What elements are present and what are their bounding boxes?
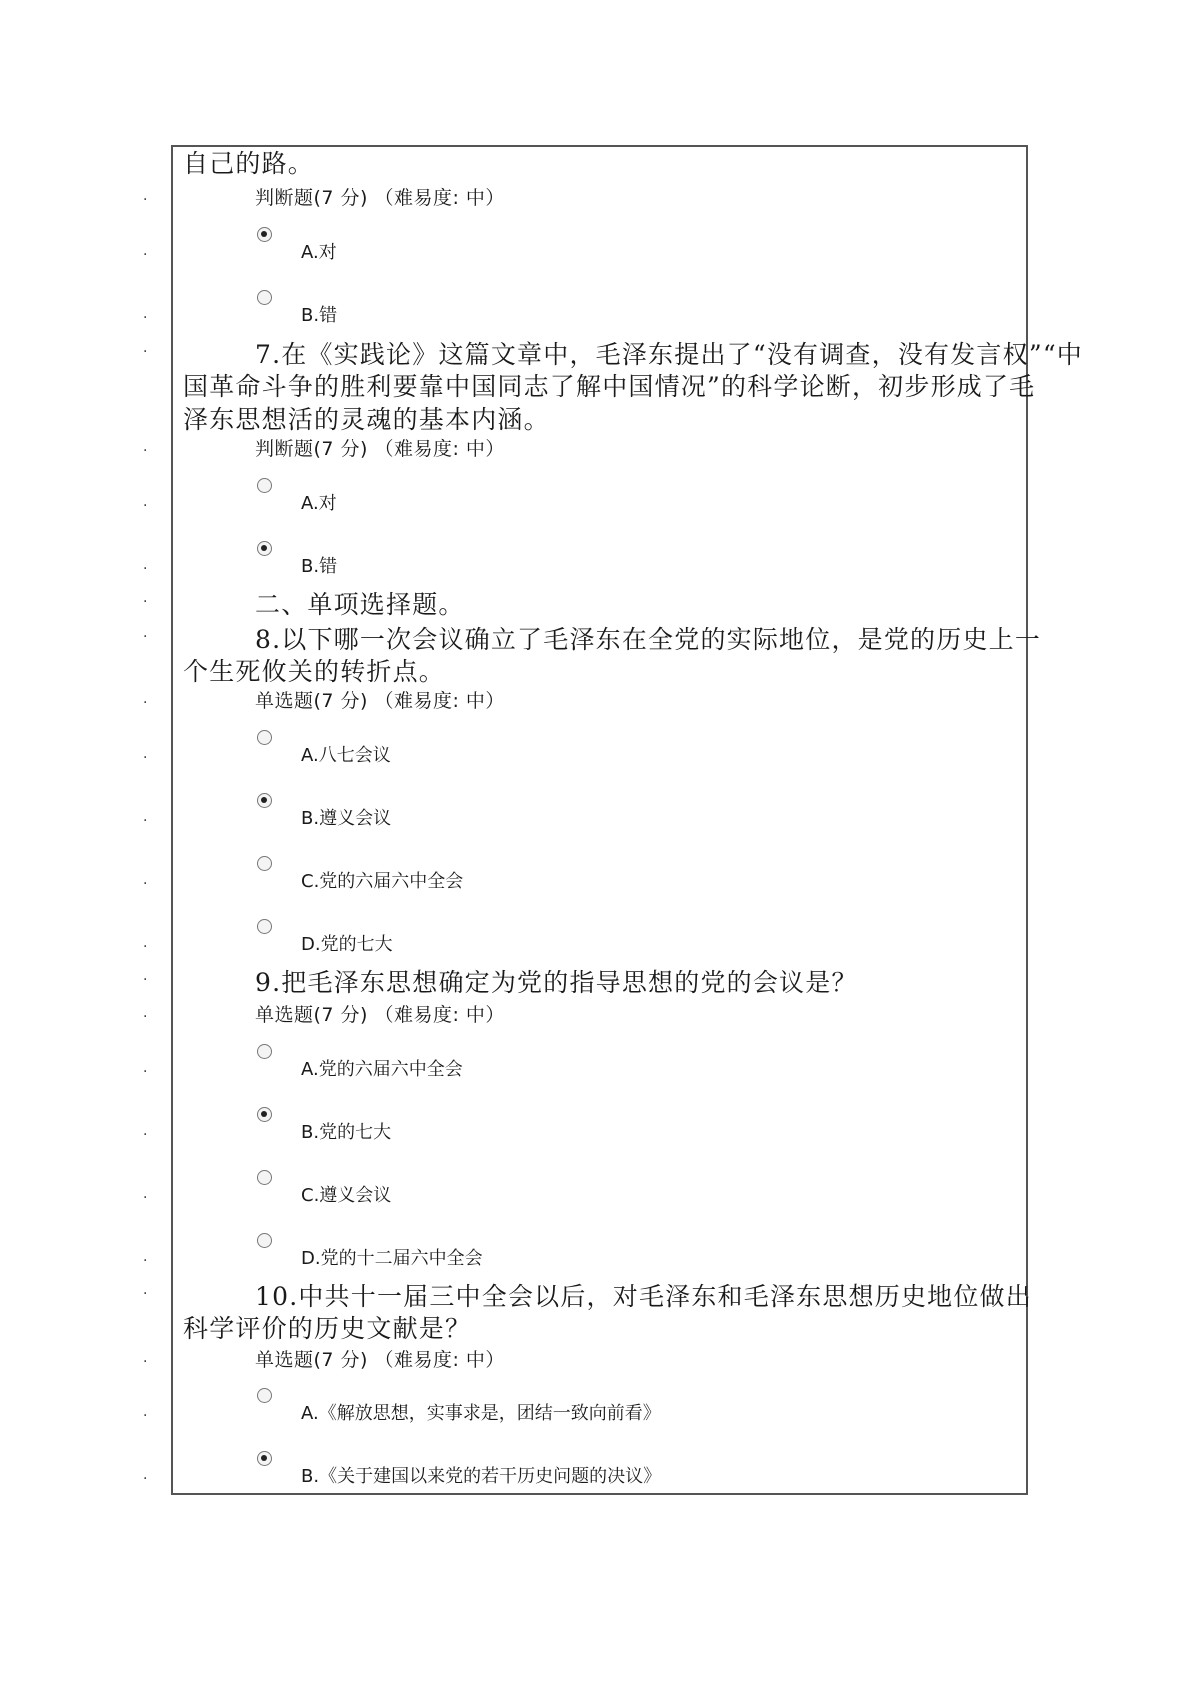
q8-opt-c[interactable]: C.党的六届六中全会	[301, 871, 464, 892]
q8-opt-d[interactable]: D.党的七大	[301, 934, 393, 955]
continuation: 自己的路。	[183, 149, 315, 178]
list-bullet: ·	[143, 1253, 148, 1269]
q7-radio-a[interactable]	[257, 478, 272, 493]
list-bullet: ·	[143, 629, 148, 645]
q7-opt-a[interactable]: A.对	[301, 493, 337, 514]
q8-radio-b[interactable]	[257, 793, 272, 808]
q9-line1: 9.把毛泽东思想确定为党的指导思想的党的会议是？	[255, 968, 858, 997]
q9-radio-a[interactable]	[257, 1044, 272, 1059]
list-bullet: ·	[143, 561, 148, 577]
q10-opt-a[interactable]: A.《解放思想，实事求是，团结一致向前看》	[301, 1403, 661, 1424]
q9-radio-b[interactable]	[257, 1107, 272, 1122]
q6-radio-a[interactable]	[257, 227, 272, 242]
q7-radio-b[interactable]	[257, 541, 272, 556]
list-bullet: ·	[143, 1009, 148, 1025]
q7-type: 判断题(7 分) （难易度: 中）	[255, 438, 505, 460]
q7-line3: 泽东思想活的灵魂的基本内涵。	[183, 405, 550, 434]
q10-radio-a[interactable]	[257, 1388, 272, 1403]
list-bullet: ·	[143, 1471, 148, 1487]
q8-radio-a[interactable]	[257, 730, 272, 745]
q7-line1: 7.在《实践论》这篇文章中，毛泽东提出了“没有调查，没有发言权”“中	[255, 340, 1083, 369]
list-bullet: ·	[143, 1127, 148, 1143]
q10-line1: 10.中共十一届三中全会以后，对毛泽东和毛泽东思想历史地位做出	[255, 1282, 1032, 1311]
q8-line2: 个生死攸关的转折点。	[183, 657, 446, 686]
q8-line1: 8.以下哪一次会议确立了毛泽东在全党的实际地位，是党的历史上一	[255, 625, 1042, 654]
q7-opt-b[interactable]: B.错	[301, 556, 338, 577]
list-bullet: ·	[143, 1354, 148, 1370]
q9-opt-a[interactable]: A.党的六届六中全会	[301, 1059, 463, 1080]
list-bullet: ·	[143, 443, 148, 459]
list-bullet: ·	[143, 1190, 148, 1206]
q6-opt-b[interactable]: B.错	[301, 305, 338, 326]
q8-opt-a[interactable]: A.八七会议	[301, 745, 391, 766]
list-bullet: ·	[143, 344, 148, 360]
list-bullet: ·	[143, 594, 148, 610]
list-bullet: ·	[143, 1408, 148, 1424]
list-bullet: ·	[143, 972, 148, 988]
list-bullet: ·	[143, 192, 148, 208]
list-bullet: ·	[143, 310, 148, 326]
q8-opt-b[interactable]: B.遵义会议	[301, 808, 392, 829]
q8-radio-c[interactable]	[257, 856, 272, 871]
list-bullet: ·	[143, 1064, 148, 1080]
list-bullet: ·	[143, 813, 148, 829]
q6-radio-b[interactable]	[257, 290, 272, 305]
q9-radio-d[interactable]	[257, 1233, 272, 1248]
q6-type: 判断题(7 分) （难易度: 中）	[255, 187, 505, 209]
q9-radio-c[interactable]	[257, 1170, 272, 1185]
list-bullet: ·	[143, 750, 148, 766]
list-bullet: ·	[143, 498, 148, 514]
q9-opt-d[interactable]: D.党的十二届六中全会	[301, 1248, 483, 1269]
list-bullet: ·	[143, 247, 148, 263]
list-bullet: ·	[143, 876, 148, 892]
q10-radio-b[interactable]	[257, 1451, 272, 1466]
q9-opt-b[interactable]: B.党的七大	[301, 1122, 392, 1143]
q9-type: 单选题(7 分) （难易度: 中）	[255, 1004, 505, 1026]
q9-opt-c[interactable]: C.遵义会议	[301, 1185, 392, 1206]
list-bullet: ·	[143, 1286, 148, 1302]
q10-line2: 科学评价的历史文献是？	[183, 1314, 472, 1343]
q10-opt-b[interactable]: B.《关于建国以来党的若干历史问题的决议》	[301, 1466, 662, 1487]
q6-opt-a[interactable]: A.对	[301, 242, 337, 263]
list-bullet: ·	[143, 695, 148, 711]
q8-radio-d[interactable]	[257, 919, 272, 934]
list-bullet: ·	[143, 939, 148, 955]
q7-line2: 国革命斗争的胜利要靠中国同志了解中国情况”的科学论断，初步形成了毛	[183, 372, 1036, 401]
q10-type: 单选题(7 分) （难易度: 中）	[255, 1349, 505, 1371]
section2: 二、单项选择题。	[255, 590, 465, 619]
q8-type: 单选题(7 分) （难易度: 中）	[255, 690, 505, 712]
